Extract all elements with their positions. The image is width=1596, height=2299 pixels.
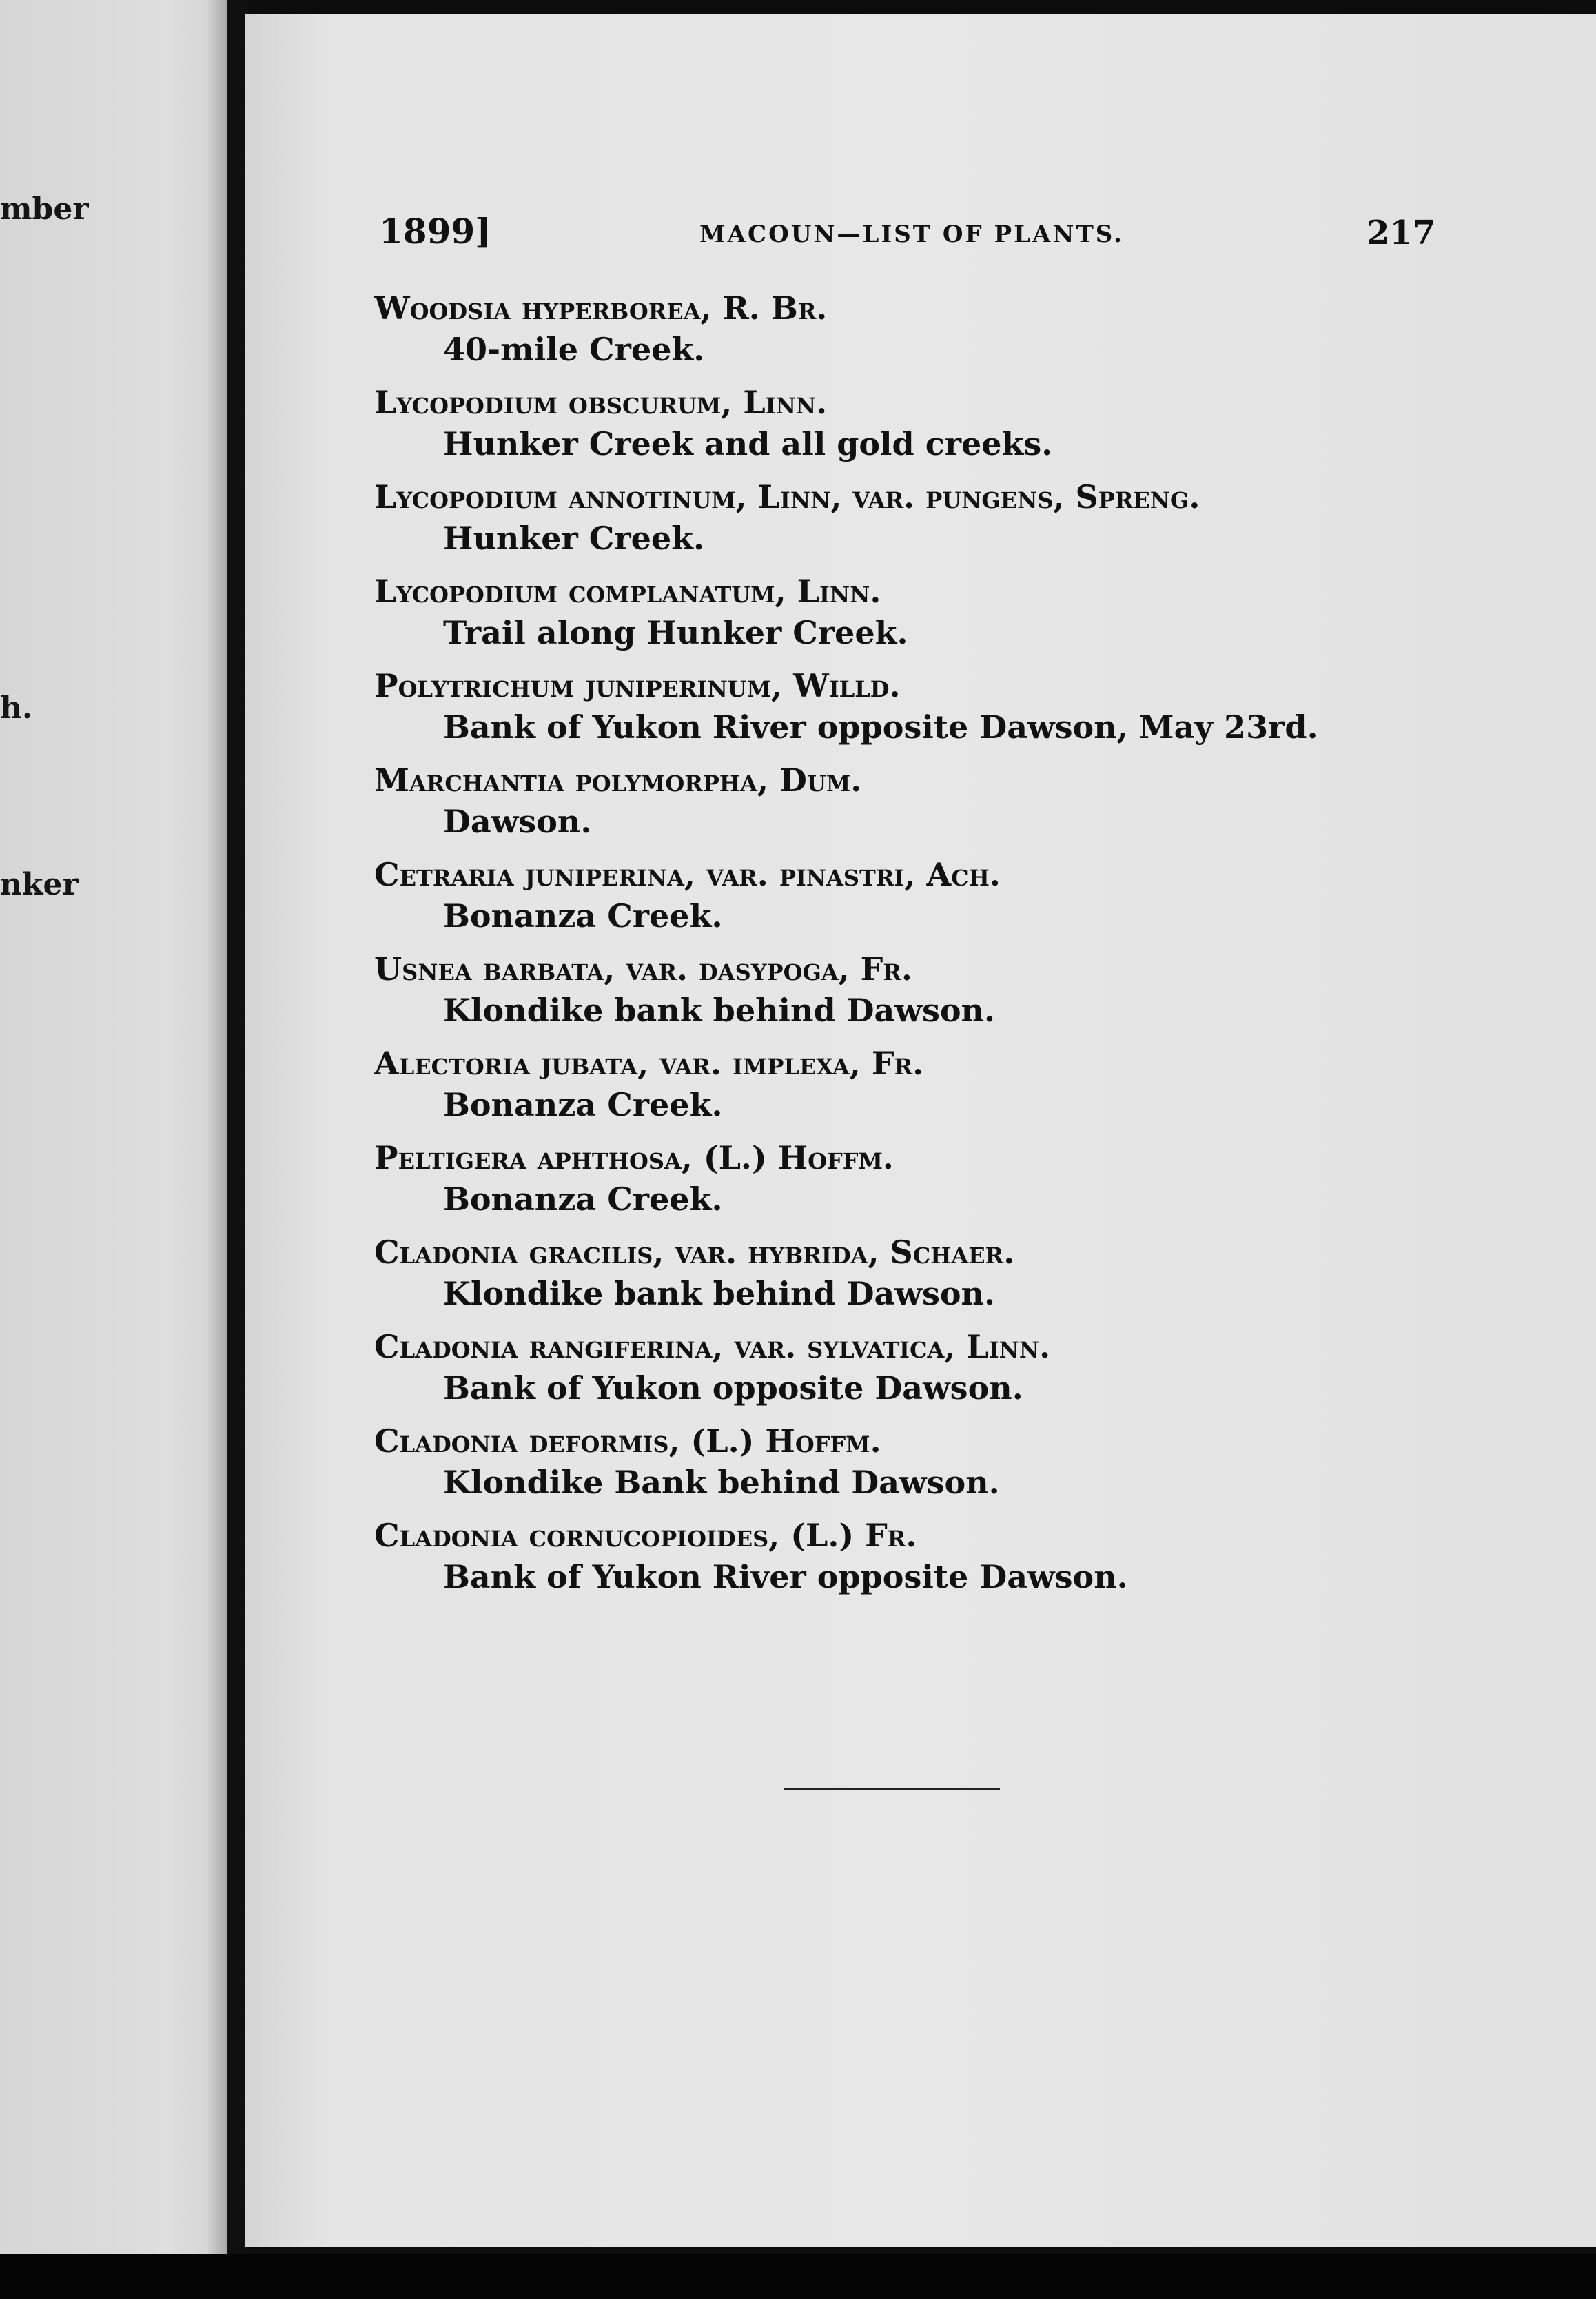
list-item bbox=[374, 573, 1477, 667]
taxon-name: Woodsia hyperborea, R. Br. bbox=[374, 289, 828, 327]
taxon-name: Cetraria juniperina, var. pinastri, Ach. bbox=[374, 856, 1001, 893]
list-item bbox=[374, 384, 1477, 478]
list-item bbox=[374, 1328, 1477, 1422]
locality: Bank of Yukon River opposite Dawson. bbox=[443, 1558, 1128, 1595]
locality: Bank of Yukon River opposite Dawson, May 23rd. bbox=[443, 708, 1318, 746]
previous-page-fragment: mber bbox=[0, 192, 89, 227]
locality: Bonanza Creek. bbox=[443, 1086, 723, 1123]
taxon-name: Lycopodium obscurum, Linn. bbox=[374, 384, 828, 421]
page-217 bbox=[245, 14, 1596, 2247]
taxon-name: Alectoria jubata, var. implexa, Fr. bbox=[374, 1045, 924, 1082]
taxon-name: Peltigera aphthosa, (L.) Hoffm. bbox=[374, 1139, 894, 1176]
list-item bbox=[374, 1422, 1477, 1517]
running-head bbox=[245, 211, 1596, 259]
locality: Trail along Hunker Creek. bbox=[443, 614, 908, 651]
locality: 40-mile Creek. bbox=[443, 331, 705, 368]
taxon-name: Lycopodium annotinum, Linn, var. pungens, Spreng. bbox=[374, 478, 1200, 515]
taxon-name: Usnea barbata, var. dasypoga, Fr. bbox=[374, 950, 912, 988]
previous-page-fragment: h. bbox=[0, 691, 33, 726]
list-item bbox=[374, 856, 1477, 950]
taxon-name: Cladonia rangiferina, var. sylvatica, Linn. bbox=[374, 1328, 1051, 1365]
running-head-year: 1899] bbox=[379, 211, 491, 252]
list-item bbox=[374, 762, 1477, 856]
previous-page-fragment: nker bbox=[0, 867, 79, 902]
list-item bbox=[374, 1234, 1477, 1328]
scanner-border bbox=[0, 2254, 1596, 2299]
page-number: 217 bbox=[1367, 214, 1436, 252]
locality: Hunker Creek. bbox=[443, 520, 705, 557]
list-item bbox=[374, 950, 1477, 1045]
locality: Bank of Yukon opposite Dawson. bbox=[443, 1369, 1023, 1407]
list-item bbox=[374, 1139, 1477, 1234]
locality: Klondike bank behind Dawson. bbox=[443, 992, 995, 1029]
list-item bbox=[374, 289, 1477, 384]
taxon-name: Lycopodium complanatum, Linn. bbox=[374, 573, 881, 610]
end-rule-divider bbox=[784, 1788, 1000, 1790]
locality: Klondike Bank behind Dawson. bbox=[443, 1464, 1000, 1501]
list-item bbox=[374, 1045, 1477, 1139]
locality: Bonanza Creek. bbox=[443, 1181, 723, 1218]
taxon-name: Cladonia gracilis, var. hybrida, Schaer. bbox=[374, 1234, 1015, 1271]
plant-list bbox=[374, 289, 1477, 1611]
list-item bbox=[374, 478, 1477, 573]
locality: Bonanza Creek. bbox=[443, 897, 723, 934]
taxon-name: Cladonia deformis, (L.) Hoffm. bbox=[374, 1422, 881, 1460]
running-head-title: MACOUN—LIST OF PLANTS. bbox=[699, 221, 1124, 248]
list-item bbox=[374, 1517, 1477, 1611]
taxon-name: Marchantia polymorpha, Dum. bbox=[374, 762, 862, 799]
taxon-name: Cladonia cornucopioides, (L.) Fr. bbox=[374, 1517, 917, 1554]
list-item bbox=[374, 667, 1477, 762]
taxon-name: Polytrichum juniperinum, Willd. bbox=[374, 667, 901, 704]
locality: Dawson. bbox=[443, 803, 592, 840]
locality: Hunker Creek and all gold creeks. bbox=[443, 425, 1053, 462]
locality: Klondike bank behind Dawson. bbox=[443, 1275, 995, 1312]
previous-page-edge bbox=[0, 0, 241, 2254]
